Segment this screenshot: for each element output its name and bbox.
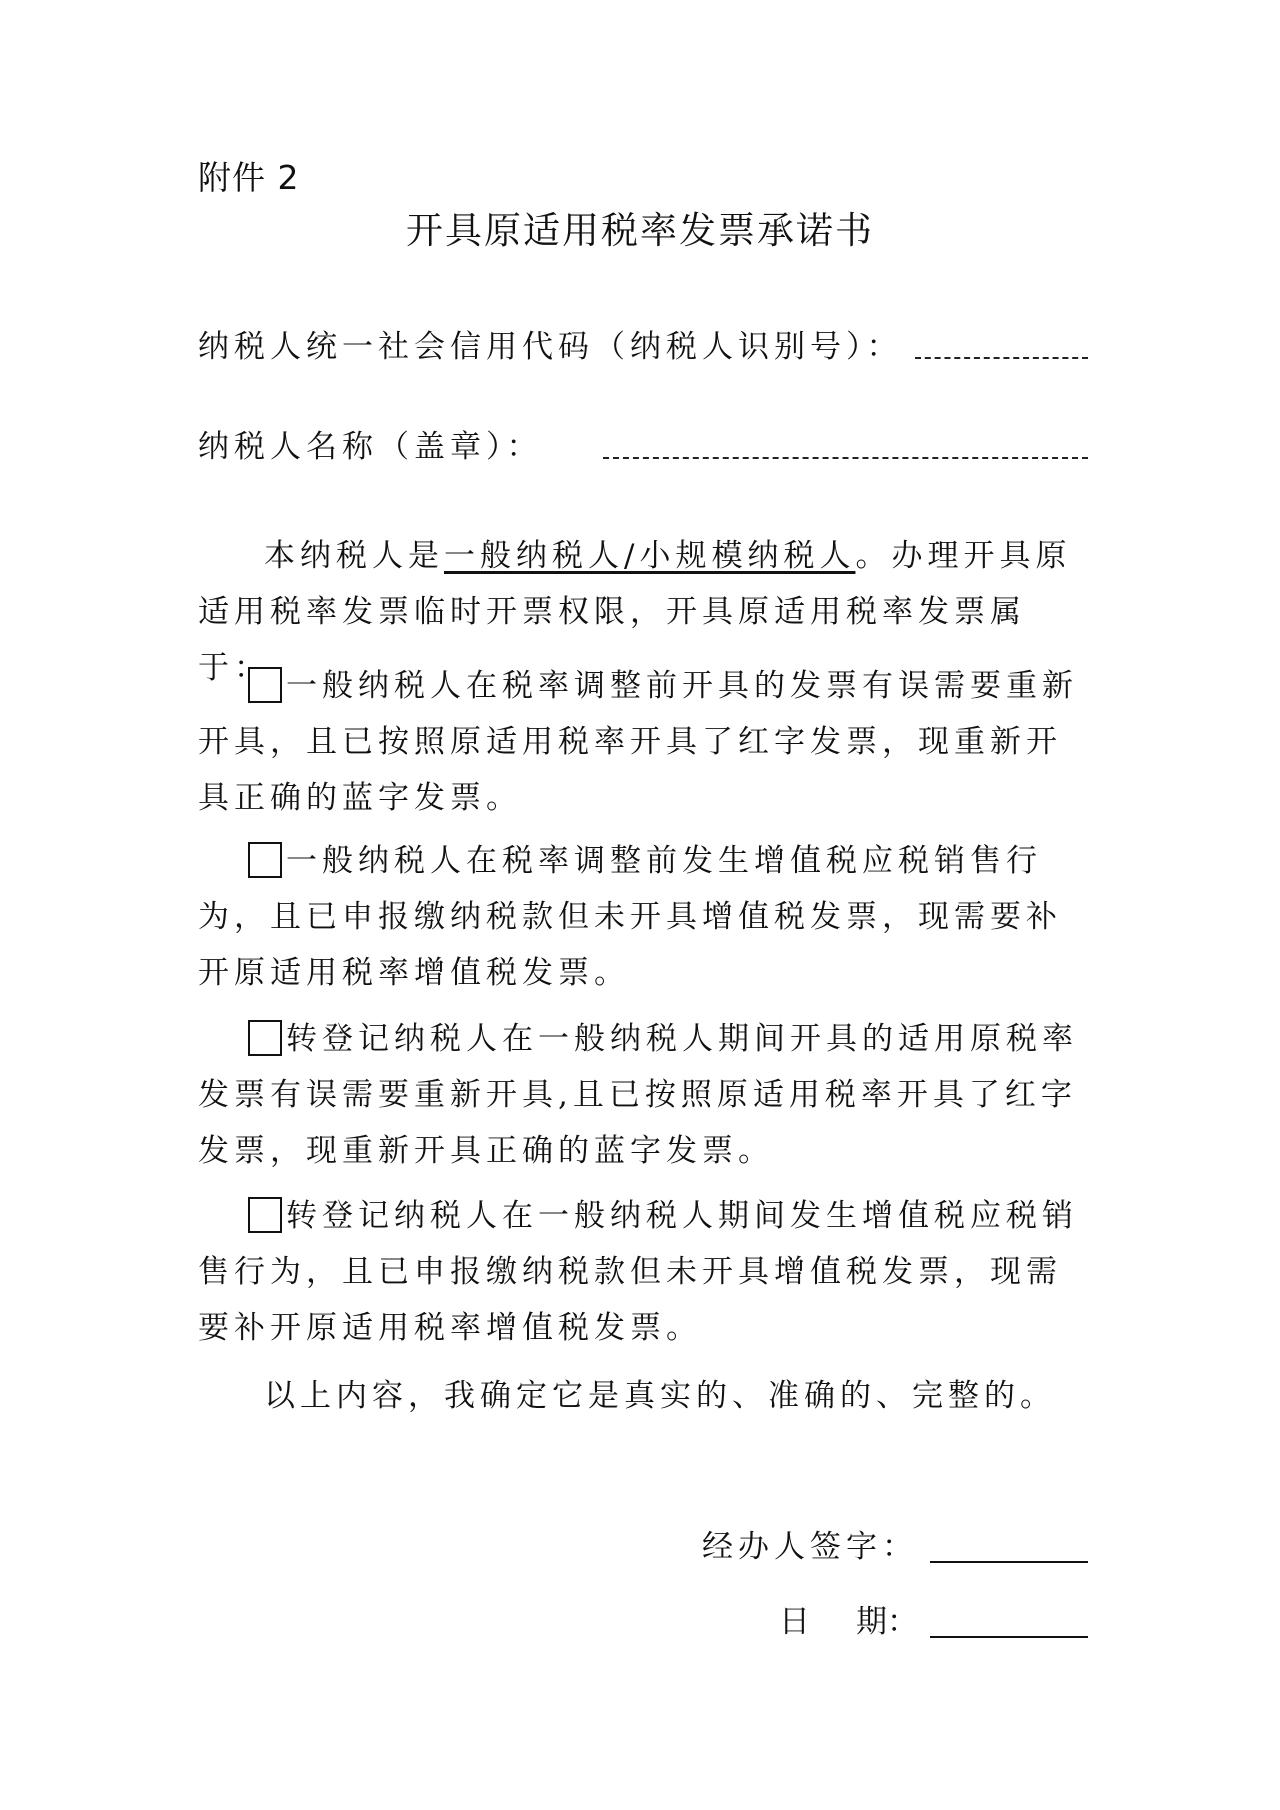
intro-suffix: 。办理开具原适用税率发票临时开票权限，开具原适用税率发票属于： xyxy=(198,538,1072,686)
taxpayer-type-choice: 一般纳税人/小规模纳税人 xyxy=(444,538,856,574)
option-text: 一般纳税人在税率调整前开具的发票有误需要重新开具，且已按照原适用税率开具了红字发票，现重新开具正确的蓝字发票。 xyxy=(198,668,1078,816)
taxpayer-name-blank[interactable] xyxy=(603,457,1089,459)
date-blank[interactable] xyxy=(930,1636,1088,1638)
option-checkbox[interactable] xyxy=(248,842,282,878)
attachment-label: 附件 2 xyxy=(198,158,300,197)
taxpayer-code-field xyxy=(198,325,1088,369)
date-label-part1: 日 xyxy=(779,1604,810,1640)
option-item xyxy=(198,833,1088,1001)
confirmation-statement: 以上内容，我确定它是真实的、准确的、完整的。 xyxy=(264,1378,1056,1414)
signer-blank[interactable] xyxy=(930,1561,1088,1563)
intro-prefix: 本纳税人是 xyxy=(264,538,444,574)
option-text: 转登记纳税人在一般纳税人期间开具的适用原税率发票有误需要重新开具,且已按照原适用税率开具了红字发票，现重新开具正确的蓝字发票。 xyxy=(198,1021,1078,1169)
option-checkbox[interactable] xyxy=(248,667,282,703)
option-item xyxy=(198,658,1088,826)
taxpayer-code-blank[interactable] xyxy=(915,357,1089,359)
signer-row xyxy=(702,1525,1088,1569)
option-item xyxy=(198,1188,1088,1356)
option-item xyxy=(198,1011,1088,1179)
option-checkbox[interactable] xyxy=(248,1197,282,1233)
date-label xyxy=(779,1600,918,1644)
option-text: 一般纳税人在税率调整前发生增值税应税销售行为，且已申报缴纳税款但未开具增值税发票，现需要补开原适用税率增值税发票。 xyxy=(198,843,1062,991)
option-checkbox[interactable] xyxy=(248,1020,282,1056)
option-text: 转登记纳税人在一般纳税人期间发生增值税应税销售行为，且已申报缴纳税款但未开具增值税发票，现需要补开原适用税率增值税发票。 xyxy=(198,1198,1078,1346)
taxpayer-name-field xyxy=(198,425,1088,469)
date-label-part2: 期： xyxy=(856,1604,918,1640)
taxpayer-name-label: 纳税人名称（盖章）： xyxy=(198,429,543,465)
taxpayer-code-label: 纳税人统一社会信用代码（纳税人识别号）： xyxy=(198,329,903,365)
date-row xyxy=(779,1600,1088,1644)
document-title: 开具原适用税率发票承诺书 xyxy=(406,209,874,252)
signer-label: 经办人签字： xyxy=(702,1529,918,1565)
